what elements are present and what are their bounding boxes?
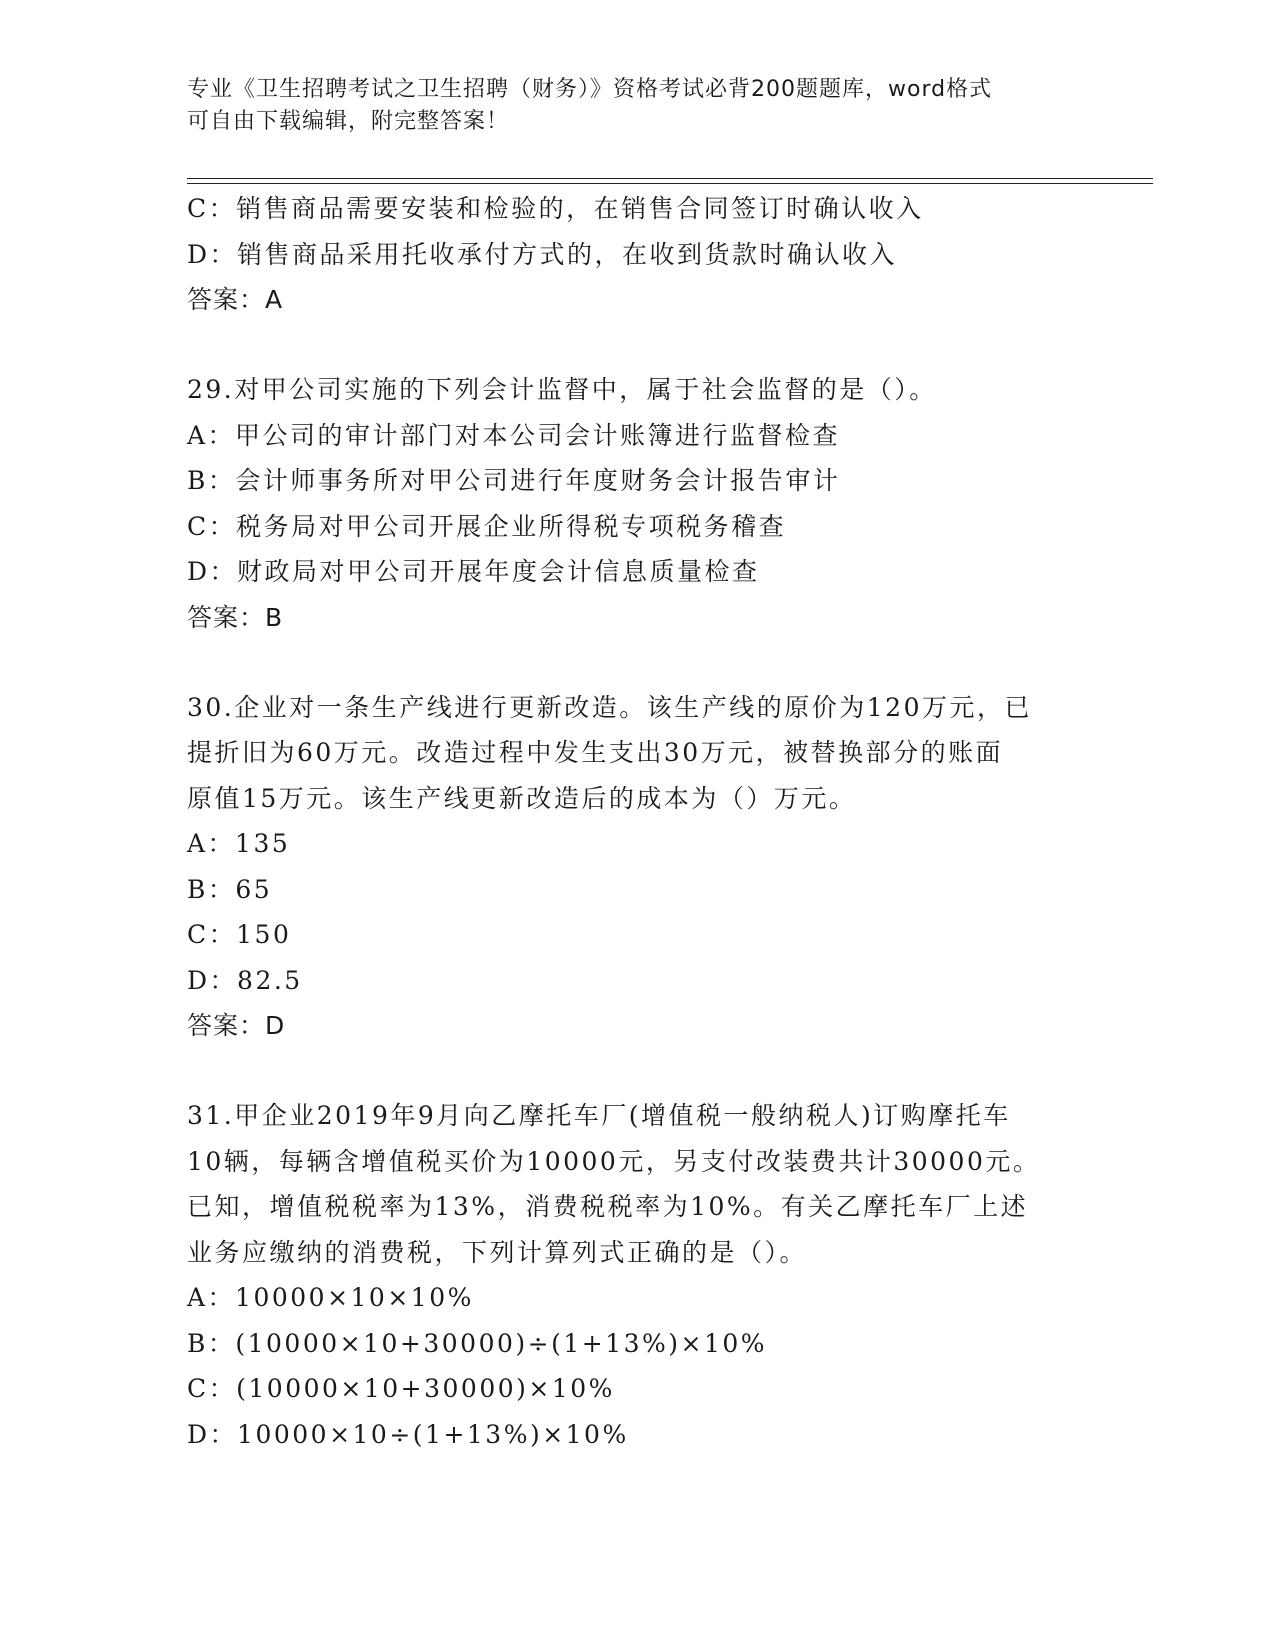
option-a: A：甲公司的审计部门对本公司会计账簿进行监督检查 (187, 420, 841, 450)
question-31 (187, 1093, 1087, 1457)
question-stem-line-2: 10辆，每辆含增值税买价为10000元，另支付改装费共计30000元。 (187, 1146, 1041, 1176)
header-divider-top (187, 178, 1153, 179)
option-c: C：150 (187, 920, 292, 949)
spacer (187, 1048, 1087, 1093)
question-stem-line-1: 30.企业对一条生产线进行更新改造。该生产线的原价为120万元，已 (187, 692, 1032, 722)
question-stem-line-1: 31.甲企业2019年9月向乙摩托车厂(增值税一般纳税人)订购摩托车 (187, 1101, 1011, 1130)
option-a: A：135 (187, 829, 291, 858)
answer-label: 答案：D (187, 1011, 286, 1040)
option-c: C：销售商品需要安装和检验的，在销售合同签订时确认收入 (187, 194, 924, 223)
question-stem-line-3: 原值15万元。该生产线更新改造后的成本为（）万元。 (187, 783, 857, 813)
option-b: B：会计师事务所对甲公司进行年度财务会计报告审计 (187, 466, 841, 495)
option-d: D：销售商品采用托收承付方式的，在收到货款时确认收入 (187, 239, 898, 269)
spacer (187, 640, 1087, 685)
option-a: A：10000×10×10% (187, 1283, 474, 1312)
header-divider-bottom (187, 183, 1153, 184)
answer-label: 答案：A (187, 285, 284, 314)
question-stem: 29.对甲公司实施的下列会计监督中，属于社会监督的是（）。 (187, 375, 937, 404)
document-header (187, 74, 1067, 138)
question-30 (187, 685, 1087, 1049)
option-c: C：税务局对甲公司开展企业所得税专项税务稽查 (187, 511, 787, 541)
option-b: B：(10000×10+30000)÷(1+13%)×10% (187, 1328, 768, 1358)
question-stem-line-4: 业务应缴纳的消费税，下列计算列式正确的是（）。 (187, 1237, 808, 1267)
option-d: D：10000×10÷(1+13%)×10% (187, 1419, 629, 1449)
question-28 (187, 186, 1087, 322)
header-title-line-1: 专业《卫生招聘考试之卫生招聘（财务）》资格考试必背200题题库，word格式 (187, 77, 993, 102)
option-c: C：(10000×10+30000)×10% (187, 1374, 615, 1403)
answer-label: 答案：B (187, 602, 284, 632)
spacer (187, 322, 1087, 367)
option-d: D：82.5 (187, 965, 303, 995)
question-stem-line-3: 已知，增值税税率为13%，消费税税率为10%。有关乙摩托车厂上述 (187, 1192, 1029, 1221)
question-stem-line-2: 提折旧为60万元。改造过程中发生支出30万元，被替换部分的账面 (187, 738, 1004, 767)
header-title-line-2: 可自由下载编辑，附完整答案！ (187, 109, 510, 134)
question-29 (187, 367, 1087, 640)
question-list (187, 186, 1087, 1457)
option-b: B：65 (187, 874, 273, 904)
option-d: D：财政局对甲公司开展年度会计信息质量检查 (187, 557, 760, 586)
